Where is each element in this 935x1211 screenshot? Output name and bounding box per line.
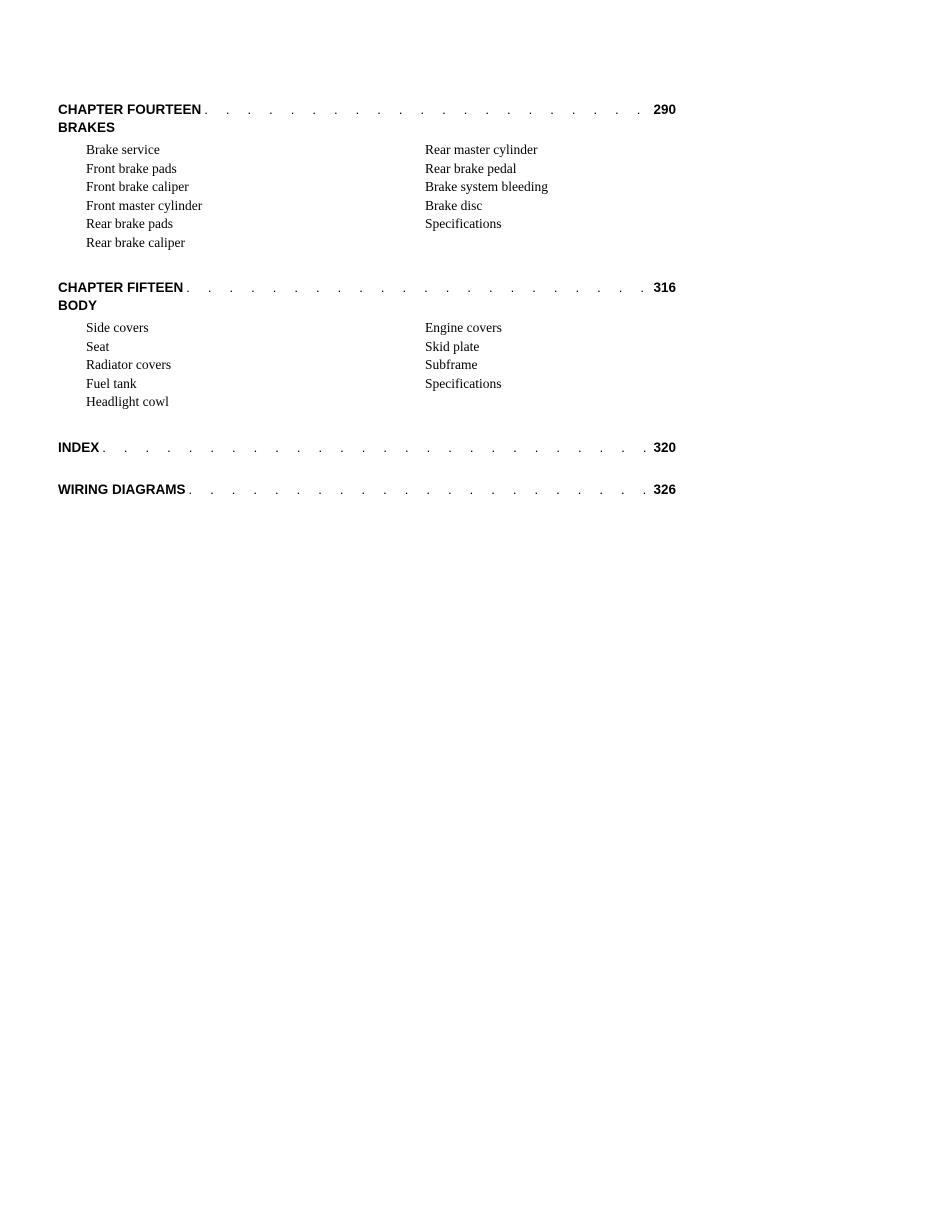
topic-item: Front brake caliper xyxy=(86,179,189,194)
topic-list xyxy=(58,141,676,252)
chapter-subtitle: BRAKES xyxy=(58,120,116,135)
topic-item: Subframe xyxy=(425,357,478,372)
topic-column-right xyxy=(425,319,675,412)
page-number: 290 xyxy=(653,102,676,117)
topic-item: Rear master cylinder xyxy=(425,142,538,157)
dot-leader xyxy=(183,279,651,297)
dot-leader xyxy=(201,101,651,119)
toc-heading-line xyxy=(58,439,676,457)
topic-column-left xyxy=(86,141,425,252)
topic-item: Seat xyxy=(86,338,110,354)
chapter-subtitle: BODY xyxy=(58,298,98,313)
dot-leader xyxy=(186,481,652,499)
toc-entry-wiring-diagrams xyxy=(58,481,676,499)
chapter-title: CHAPTER FIFTEEN xyxy=(58,280,184,295)
topic-item: Skid plate xyxy=(425,338,480,354)
chapter-title: CHAPTER FOURTEEN xyxy=(58,102,202,117)
topic-column-left xyxy=(86,319,425,412)
topic-item: Fuel tank xyxy=(86,375,137,391)
toc-heading-line xyxy=(58,279,676,297)
topic-list xyxy=(58,319,676,412)
page-number: 326 xyxy=(653,481,676,497)
toc-entry-chapter-fourteen xyxy=(58,101,676,252)
topic-item: Radiator covers xyxy=(86,357,172,372)
page-number: 316 xyxy=(653,280,676,295)
topic-item: Specifications xyxy=(425,216,502,231)
toc-heading-line xyxy=(58,101,676,119)
topic-item: Headlight cowl xyxy=(86,394,169,409)
topic-item: Rear brake pads xyxy=(86,216,173,231)
dot-leader xyxy=(99,439,651,457)
toc-entry-chapter-fifteen xyxy=(58,279,676,412)
chapter-title: WIRING DIAGRAMS xyxy=(58,481,186,497)
topic-column-right xyxy=(425,141,675,252)
page-number: 320 xyxy=(653,439,676,455)
topic-item: Rear brake pedal xyxy=(425,160,517,176)
chapter-title: INDEX xyxy=(58,439,100,455)
topic-item: Specifications xyxy=(425,375,502,391)
toc-heading-line xyxy=(58,481,676,499)
topic-item: Engine covers xyxy=(425,320,502,335)
toc-entry-index xyxy=(58,439,676,457)
topic-item: Brake service xyxy=(86,142,160,157)
topic-item: Front master cylinder xyxy=(86,197,203,213)
topic-item: Rear brake caliper xyxy=(86,234,185,250)
topic-item: Front brake pads xyxy=(86,160,177,176)
topic-item: Brake system bleeding xyxy=(425,179,548,194)
table-of-contents xyxy=(58,101,676,523)
topic-item: Side covers xyxy=(86,320,149,335)
topic-item: Brake disc xyxy=(425,197,483,213)
